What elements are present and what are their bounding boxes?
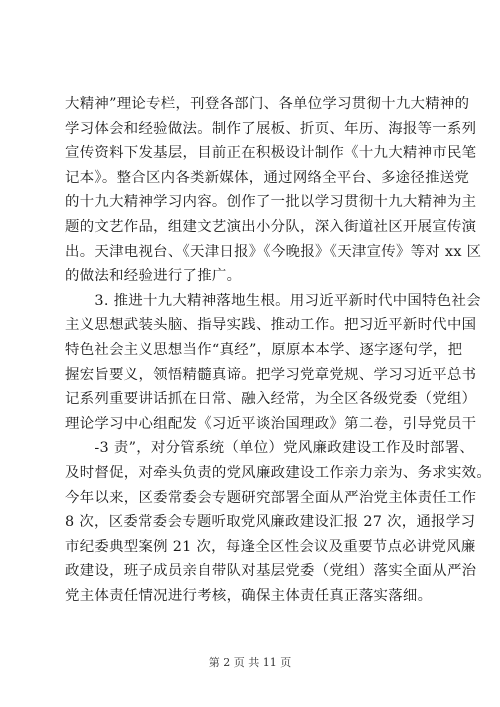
text-line: 3. 推进十九大精神落地生根。用习近平新时代中国特色社会: [65, 292, 481, 309]
text-line: 的十九大精神学习内容。创作了一批以学习贯彻十九大精神为主: [65, 194, 477, 211]
page-footer: [0, 654, 500, 670]
text-line: 宣传资料下发基层，目前正在积极设计制作《十九大精神市民笔: [65, 145, 477, 162]
text-line: 握宏旨要义，领悟精髓真谛。把学习党章党规、学习习近平总书: [65, 366, 477, 383]
text-line: 市纪委典型案例 21 次，每逢全区性会议及重要节点必讲党风廉: [65, 538, 476, 555]
text-line: 出。天津电视台、《天津日报》《今晚报》《天津宣传》等对 xx 区: [65, 243, 482, 260]
text-line: -3 责”，对分管系统（单位）党风廉政建设工作及时部署、: [65, 440, 475, 457]
text-line: 政建设，班子成员亲自带队对基层党委（党组）落实全面从严治: [65, 563, 477, 580]
page-number-label: 第 2 页 共 11 页: [208, 656, 292, 669]
text-line: 今年以来，区委常委会专题研究部署全面从严治党主体责任工作: [65, 489, 477, 506]
text-line: 及时督促，对牵头负责的党风廉政建设工作亲力亲为、务求实效。: [65, 464, 492, 481]
text-line: 主义思想武装头脑、指导实践、推动工作。把习近平新时代中国: [65, 317, 477, 334]
text-line: 8 次，区委常委会专题听取党风廉政建设汇报 27 次，通报学习: [65, 514, 476, 531]
text-line: 记系列重要讲话抓在日常、融入经常，为全区各级党委（党组）: [65, 391, 477, 408]
text-line: 理论学习中心组配发《习近平谈治国理政》第二卷，引导党员干: [65, 415, 477, 432]
text-line: 学习体会和经验做法。制作了展板、折页、年历、海报等一系列: [65, 120, 477, 137]
document-body: [65, 92, 492, 608]
text-line: 的做法和经验进行了推广。: [65, 268, 242, 285]
text-line: 特色社会主义思想当作“真经”，原原本本学、逐字逐句学，把: [65, 341, 463, 358]
text-line: 大精神”理论专栏，刊登各部门、各单位学习贯彻十九大精神的: [65, 96, 470, 112]
text-line: 题的文艺作品，组建文艺演出小分队，深入街道社区开展宣传演: [65, 218, 477, 235]
text-line: 记本》。整合区内各类新媒体，通过网络全平台、多途径推送党: [65, 169, 470, 186]
text-line: 党主体责任情况进行考核，确保主体责任真正落实落细。: [65, 587, 433, 604]
